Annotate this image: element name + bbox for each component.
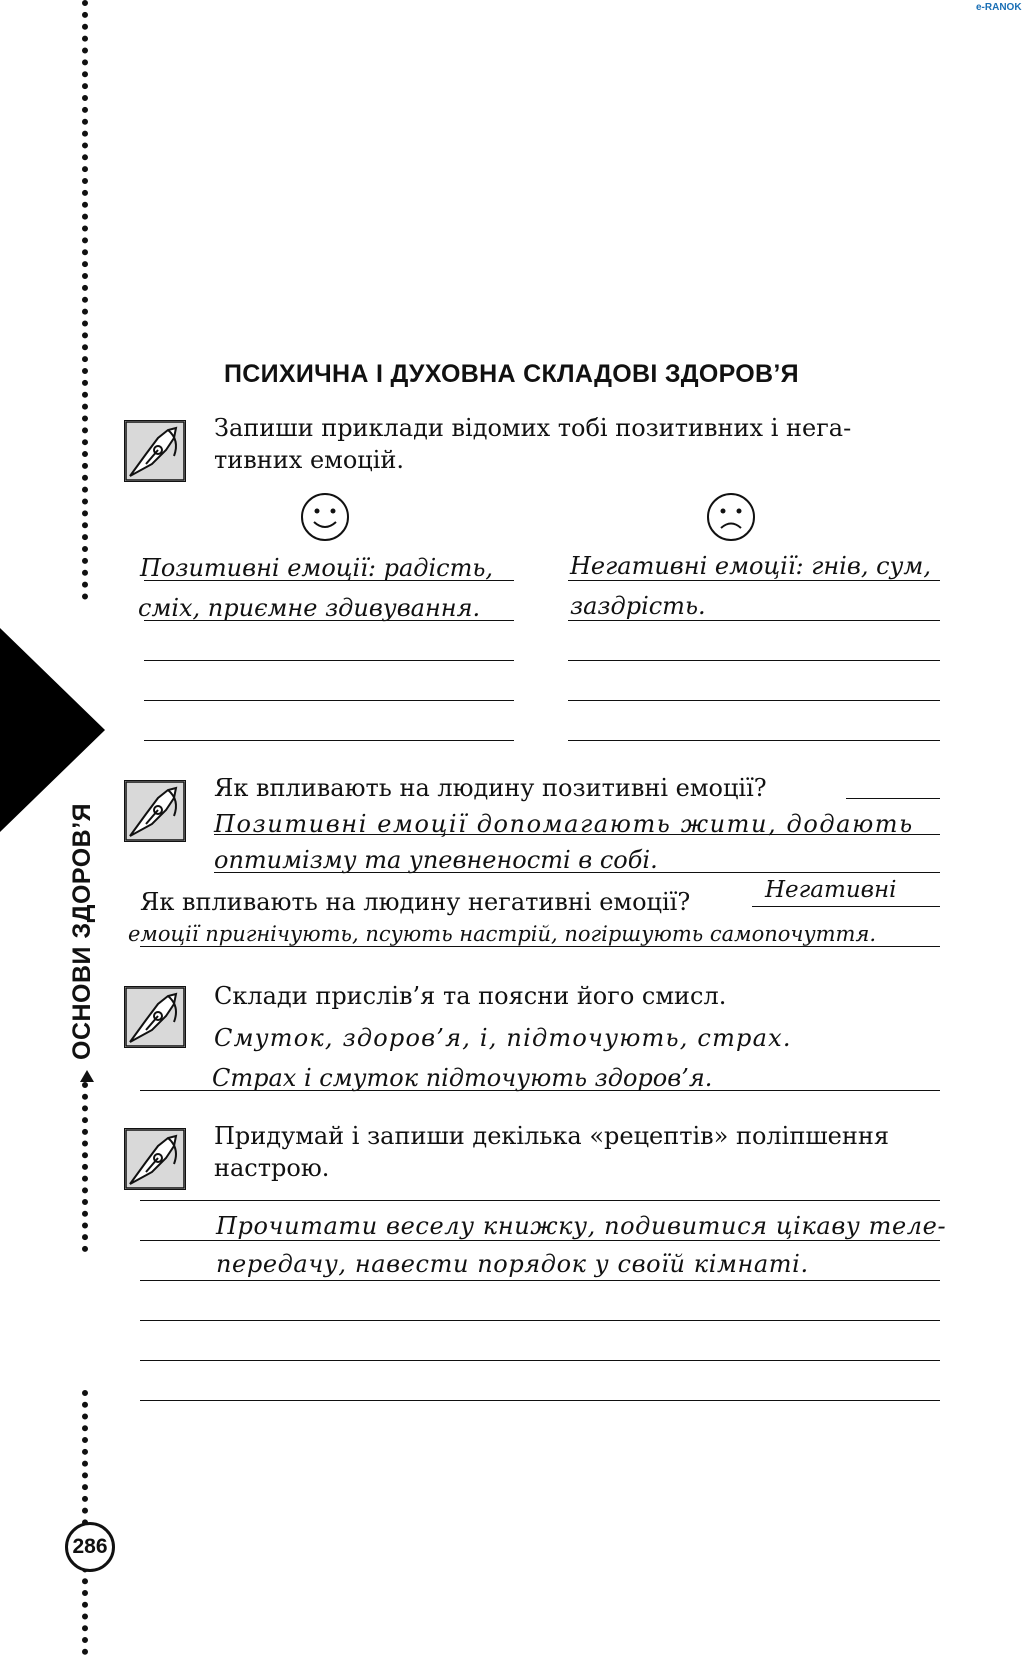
positive-emotions-answer-line2: сміх, приємне здивування.: [138, 594, 481, 622]
margin-triangle-marker: [0, 628, 105, 832]
positive-influence-question: Як впливають на людину позитивні емоції?: [214, 774, 767, 802]
answer-line: [144, 700, 514, 701]
answer-line: [144, 580, 514, 581]
sad-face-icon: [706, 492, 756, 542]
proverb-answer: Страх і смуток підточують здоров’я.: [212, 1064, 713, 1092]
answer-line: [140, 1400, 940, 1401]
answer-line: [568, 580, 940, 581]
positive-influence-answer-line2: оптимізму та упевненості в собі.: [214, 846, 658, 874]
task1-prompt-line2: тивних емоцій.: [214, 446, 404, 474]
negative-influence-question: Як впливають на людину негативні емоції?: [140, 888, 691, 916]
negative-emotions-answer-line2: заздрість.: [570, 592, 706, 620]
pen-nib-icon: [124, 986, 186, 1048]
task1-prompt-line1: Запиши приклади відомих тобі позитивних і нега-: [214, 414, 852, 442]
mood-recipe-answer-line1: Прочитати веселу книжку, подивитися цікаву теле-: [216, 1212, 947, 1240]
mood-recipe-answer-line2: передачу, навести порядок у своїй кімнаті.: [216, 1250, 809, 1278]
positive-influence-answer-line1: Позитивні емоції допомагають жити, додають: [214, 810, 914, 838]
answer-line: [144, 620, 514, 621]
answer-line: [140, 1240, 940, 1241]
negative-influence-answer-line1: Негативні: [765, 877, 897, 903]
answer-line: [214, 872, 940, 873]
proverb-words: Смуток, здоров’я, і, підточують, страх.: [214, 1024, 792, 1052]
answer-line: [568, 660, 940, 661]
negative-emotions-answer-line1: Негативні емоції: гнів, сум,: [570, 552, 931, 580]
positive-emotions-answer-line1: Позитивні емоції: радість,: [140, 554, 494, 582]
smiley-face-icon: [300, 492, 350, 542]
answer-line: [140, 1320, 940, 1321]
publisher-logo: e-RANOK: [976, 2, 1022, 13]
answer-line: [214, 834, 940, 835]
answer-line: [568, 700, 940, 701]
answer-line: [144, 740, 514, 741]
margin-dotted-line-middle: [82, 1082, 88, 1252]
page-number: 286: [65, 1522, 115, 1572]
answer-line: [144, 660, 514, 661]
section-label: ОСНОВИ ЗДОРОВ’Я: [68, 802, 96, 1060]
answer-line: [568, 620, 940, 621]
mood-recipe-prompt-line2: настрою.: [214, 1154, 330, 1182]
answer-line: [752, 906, 940, 907]
negative-influence-answer-line2: емоції пригнічують, псують настрій, погіршують самопочуття.: [128, 922, 877, 946]
page-title: ПСИХИЧНА І ДУХОВНА СКЛАДОВІ ЗДОРОВ’Я: [224, 360, 799, 388]
mood-recipe-prompt-line1: Придумай і запиши декілька «рецептів» поліпшення: [214, 1122, 889, 1150]
answer-line: [568, 740, 940, 741]
answer-line: [140, 1360, 940, 1361]
proverb-prompt: Склади прислів’я та поясни його смисл.: [214, 982, 727, 1010]
pen-nib-icon: [124, 420, 186, 482]
answer-line: [140, 1280, 940, 1281]
pen-nib-icon: [124, 1128, 186, 1190]
answer-line: [140, 946, 940, 947]
answer-line: [846, 798, 940, 799]
answer-line: [140, 1090, 940, 1091]
arrow-up-icon: [80, 1070, 94, 1082]
pen-nib-icon: [124, 780, 186, 842]
margin-dotted-line-top: [82, 0, 88, 600]
answer-line: [140, 1200, 940, 1201]
